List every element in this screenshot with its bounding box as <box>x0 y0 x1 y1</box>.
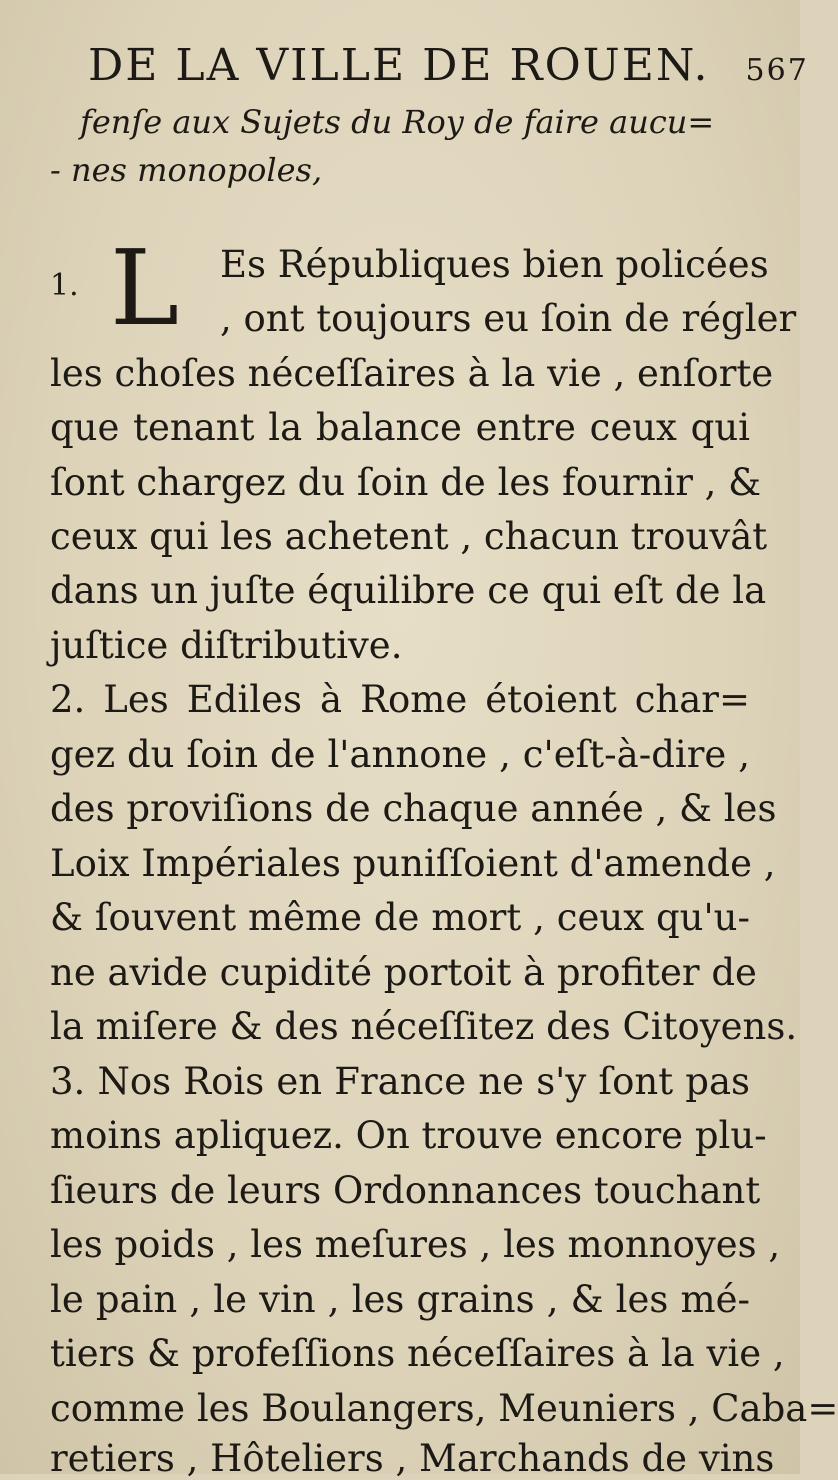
text-line: ſieurs de leurs Ordonnances touchant <box>50 1169 761 1212</box>
text-line: tiers & profeſſions néceſſaires à la vie , <box>50 1332 785 1375</box>
page-number: 567 <box>745 53 809 88</box>
text-line: le pain , le vin , les grains , & les mé- <box>50 1278 750 1321</box>
text-line: retiers , Hôteliers , Marchands de vins <box>50 1437 775 1480</box>
text-line: 2. Les Ediles à Rome étoient char= <box>50 678 750 721</box>
subtitle-line-1: fenſe aux Sujets du Roy de faire aucu= <box>80 103 715 141</box>
text-line: Loix Impériales puniſſoient d'amende , <box>50 842 776 885</box>
text-line: que tenant la balance entre ceux qui <box>50 406 750 449</box>
drop-cap: L <box>110 227 180 349</box>
text-line: moins apliquez. On trouve encore plu- <box>50 1114 767 1157</box>
text-line: ne avide cupidité portoit à profiter de <box>50 951 757 994</box>
text-line: juſtice diſtributive. <box>50 624 403 667</box>
text-line: la miſere & des néceſſitez des Citoyens. <box>50 1005 798 1048</box>
text-line: ſont chargez du ſoin de les fournir , & <box>50 461 762 504</box>
running-header <box>88 40 809 91</box>
text-line: 3. Nos Rois en France ne s'y ſont pas <box>50 1060 750 1103</box>
text-line: & ſouvent même de mort , ceux qu'u- <box>50 896 750 939</box>
text-line: gez du ſoin de l'annone , c'eſt-à-dire , <box>50 733 750 776</box>
text-line: des proviſions de chaque année , & les <box>50 787 777 830</box>
text-line: ceux qui les achetent , chacun trouvât <box>50 515 768 558</box>
header-title: DE LA VILLE DE ROUEN. <box>88 40 710 91</box>
paragraph-number-1: 1. <box>50 268 79 303</box>
text-line: Es Républiques bien policées <box>220 243 769 286</box>
text-line: les choſes néceſſaires à la vie , enſorte <box>50 352 774 395</box>
text-line: comme les Boulangers, Meuniers , Caba= <box>50 1387 838 1430</box>
text-line: , ont toujours eu ſoin de régler <box>220 297 797 340</box>
subtitle-line-2: - nes monopoles, <box>50 151 323 189</box>
text-line: dans un juſte équilibre ce qui eſt de la <box>50 569 767 612</box>
text-line: les poids , les meſures , les monnoyes , <box>50 1223 781 1266</box>
